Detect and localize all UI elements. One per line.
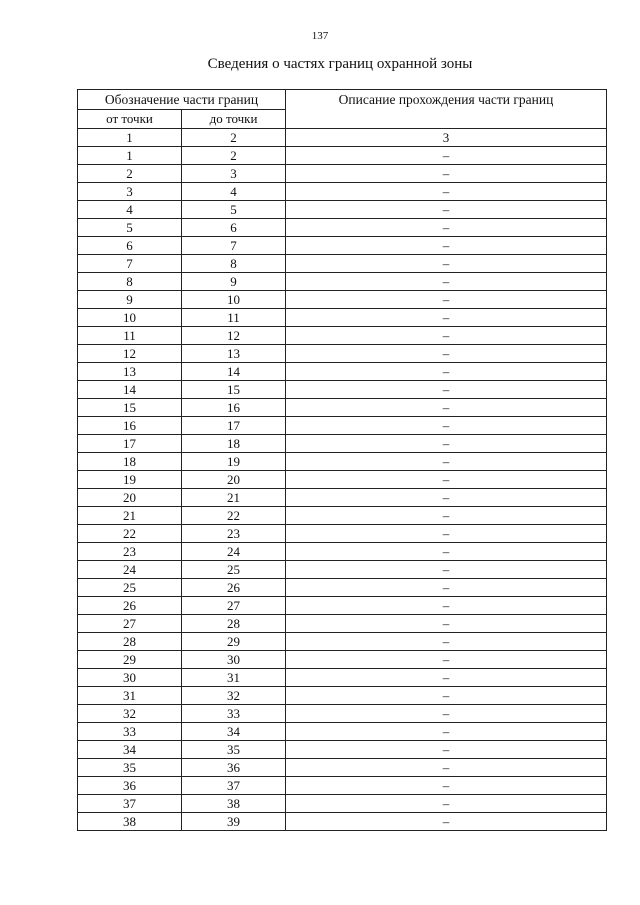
- table-row: [78, 183, 607, 201]
- from-point-cell: 18: [78, 453, 182, 471]
- to-point-cell: 13: [182, 345, 286, 363]
- from-point-cell: 14: [78, 381, 182, 399]
- description-cell: –: [286, 723, 607, 741]
- description-cell: –: [286, 543, 607, 561]
- description-cell: –: [286, 471, 607, 489]
- table-row: [78, 417, 607, 435]
- table-row: [78, 741, 607, 759]
- from-point-cell: 33: [78, 723, 182, 741]
- from-point-cell: 2: [78, 165, 182, 183]
- description-cell: –: [286, 759, 607, 777]
- description-cell: –: [286, 489, 607, 507]
- from-point-cell: 37: [78, 795, 182, 813]
- from-point-cell: 36: [78, 777, 182, 795]
- description-cell: –: [286, 777, 607, 795]
- to-point-cell: 29: [182, 633, 286, 651]
- to-point-cell: 23: [182, 525, 286, 543]
- table-row: [78, 201, 607, 219]
- to-point-cell: 10: [182, 291, 286, 309]
- table-row: [78, 651, 607, 669]
- table-row: [78, 363, 607, 381]
- to-point-cell: 20: [182, 471, 286, 489]
- table-row: [78, 273, 607, 291]
- description-cell: –: [286, 615, 607, 633]
- description-cell: –: [286, 453, 607, 471]
- table-row: [78, 633, 607, 651]
- from-point-cell: 23: [78, 543, 182, 561]
- from-point-cell: 7: [78, 255, 182, 273]
- page-title: Сведения о частях границ охранной зоны: [207, 56, 473, 72]
- table-row: [78, 597, 607, 615]
- to-point-cell: 32: [182, 687, 286, 705]
- to-point-cell: 14: [182, 363, 286, 381]
- header-boundary-description: Описание прохождения части границ: [286, 90, 607, 129]
- table-row: [78, 579, 607, 597]
- to-point-cell: 12: [182, 327, 286, 345]
- description-cell: –: [286, 273, 607, 291]
- to-point-cell: 26: [182, 579, 286, 597]
- table-row: [78, 381, 607, 399]
- table-row: [78, 543, 607, 561]
- to-point-cell: 2: [182, 129, 286, 147]
- to-point-cell: 18: [182, 435, 286, 453]
- description-cell: –: [286, 525, 607, 543]
- table-row: [78, 399, 607, 417]
- description-cell: –: [286, 183, 607, 201]
- table-row: [78, 435, 607, 453]
- description-cell: –: [286, 579, 607, 597]
- from-point-cell: 19: [78, 471, 182, 489]
- from-point-cell: 16: [78, 417, 182, 435]
- table-row: [78, 291, 607, 309]
- description-cell: –: [286, 219, 607, 237]
- from-point-cell: 22: [78, 525, 182, 543]
- table-row: [78, 237, 607, 255]
- from-point-cell: 30: [78, 669, 182, 687]
- boundary-parts-table: [77, 89, 607, 831]
- table-header: [78, 90, 607, 129]
- description-cell: –: [286, 345, 607, 363]
- page-number: 137: [311, 30, 329, 42]
- from-point-cell: 3: [78, 183, 182, 201]
- table-row: [78, 327, 607, 345]
- header-boundary-part-designation: Обозначение части границ: [78, 90, 286, 110]
- from-point-cell: 24: [78, 561, 182, 579]
- to-point-cell: 19: [182, 453, 286, 471]
- from-point-cell: 27: [78, 615, 182, 633]
- to-point-cell: 30: [182, 651, 286, 669]
- table-row: [78, 453, 607, 471]
- table-row: [78, 525, 607, 543]
- to-point-cell: 11: [182, 309, 286, 327]
- description-cell: –: [286, 741, 607, 759]
- to-point-cell: 38: [182, 795, 286, 813]
- description-cell: –: [286, 651, 607, 669]
- from-point-cell: 1: [78, 129, 182, 147]
- from-point-cell: 8: [78, 273, 182, 291]
- to-point-cell: 28: [182, 615, 286, 633]
- to-point-cell: 7: [182, 237, 286, 255]
- to-point-cell: 21: [182, 489, 286, 507]
- from-point-cell: 34: [78, 741, 182, 759]
- description-cell: –: [286, 399, 607, 417]
- table-row: [78, 147, 607, 165]
- from-point-cell: 31: [78, 687, 182, 705]
- description-cell: –: [286, 435, 607, 453]
- from-point-cell: 9: [78, 291, 182, 309]
- description-cell: –: [286, 381, 607, 399]
- description-cell: –: [286, 669, 607, 687]
- description-cell: –: [286, 201, 607, 219]
- description-cell: –: [286, 813, 607, 831]
- to-point-cell: 2: [182, 147, 286, 165]
- description-cell: 3: [286, 129, 607, 147]
- table-row: [78, 471, 607, 489]
- to-point-cell: 5: [182, 201, 286, 219]
- to-point-cell: 24: [182, 543, 286, 561]
- table-row: [78, 309, 607, 327]
- table-row: [78, 669, 607, 687]
- description-cell: –: [286, 309, 607, 327]
- from-point-cell: 29: [78, 651, 182, 669]
- description-cell: –: [286, 507, 607, 525]
- to-point-cell: 25: [182, 561, 286, 579]
- to-point-cell: 36: [182, 759, 286, 777]
- description-cell: –: [286, 417, 607, 435]
- from-point-cell: 4: [78, 201, 182, 219]
- table-row: [78, 129, 607, 147]
- to-point-cell: 33: [182, 705, 286, 723]
- table-body: [78, 129, 607, 831]
- from-point-cell: 15: [78, 399, 182, 417]
- from-point-cell: 20: [78, 489, 182, 507]
- description-cell: –: [286, 597, 607, 615]
- table-row: [78, 345, 607, 363]
- description-cell: –: [286, 363, 607, 381]
- from-point-cell: 6: [78, 237, 182, 255]
- to-point-cell: 34: [182, 723, 286, 741]
- description-cell: –: [286, 291, 607, 309]
- to-point-cell: 9: [182, 273, 286, 291]
- from-point-cell: 28: [78, 633, 182, 651]
- table-row: [78, 561, 607, 579]
- table-row: [78, 489, 607, 507]
- from-point-cell: 26: [78, 597, 182, 615]
- table-row: [78, 615, 607, 633]
- to-point-cell: 22: [182, 507, 286, 525]
- description-cell: –: [286, 795, 607, 813]
- description-cell: –: [286, 165, 607, 183]
- from-point-cell: 17: [78, 435, 182, 453]
- table-row: [78, 219, 607, 237]
- description-cell: –: [286, 687, 607, 705]
- from-point-cell: 21: [78, 507, 182, 525]
- description-cell: –: [286, 255, 607, 273]
- to-point-cell: 8: [182, 255, 286, 273]
- description-cell: –: [286, 561, 607, 579]
- table-row: [78, 165, 607, 183]
- table-row: [78, 255, 607, 273]
- to-point-cell: 6: [182, 219, 286, 237]
- table-row: [78, 795, 607, 813]
- from-point-cell: 12: [78, 345, 182, 363]
- from-point-cell: 10: [78, 309, 182, 327]
- from-point-cell: 35: [78, 759, 182, 777]
- to-point-cell: 15: [182, 381, 286, 399]
- table-row: [78, 507, 607, 525]
- description-cell: –: [286, 633, 607, 651]
- to-point-cell: 27: [182, 597, 286, 615]
- table-row: [78, 705, 607, 723]
- table-row: [78, 759, 607, 777]
- to-point-cell: 3: [182, 165, 286, 183]
- description-cell: –: [286, 705, 607, 723]
- from-point-cell: 11: [78, 327, 182, 345]
- table-row: [78, 813, 607, 831]
- from-point-cell: 13: [78, 363, 182, 381]
- header-to-point: до точки: [182, 110, 286, 129]
- header-from-point: от точки: [78, 110, 182, 129]
- from-point-cell: 32: [78, 705, 182, 723]
- table-row: [78, 777, 607, 795]
- table-row: [78, 687, 607, 705]
- to-point-cell: 37: [182, 777, 286, 795]
- from-point-cell: 25: [78, 579, 182, 597]
- table-row: [78, 723, 607, 741]
- from-point-cell: 38: [78, 813, 182, 831]
- description-cell: –: [286, 147, 607, 165]
- description-cell: –: [286, 237, 607, 255]
- from-point-cell: 5: [78, 219, 182, 237]
- description-cell: –: [286, 327, 607, 345]
- to-point-cell: 17: [182, 417, 286, 435]
- to-point-cell: 35: [182, 741, 286, 759]
- to-point-cell: 16: [182, 399, 286, 417]
- to-point-cell: 4: [182, 183, 286, 201]
- to-point-cell: 39: [182, 813, 286, 831]
- from-point-cell: 1: [78, 147, 182, 165]
- to-point-cell: 31: [182, 669, 286, 687]
